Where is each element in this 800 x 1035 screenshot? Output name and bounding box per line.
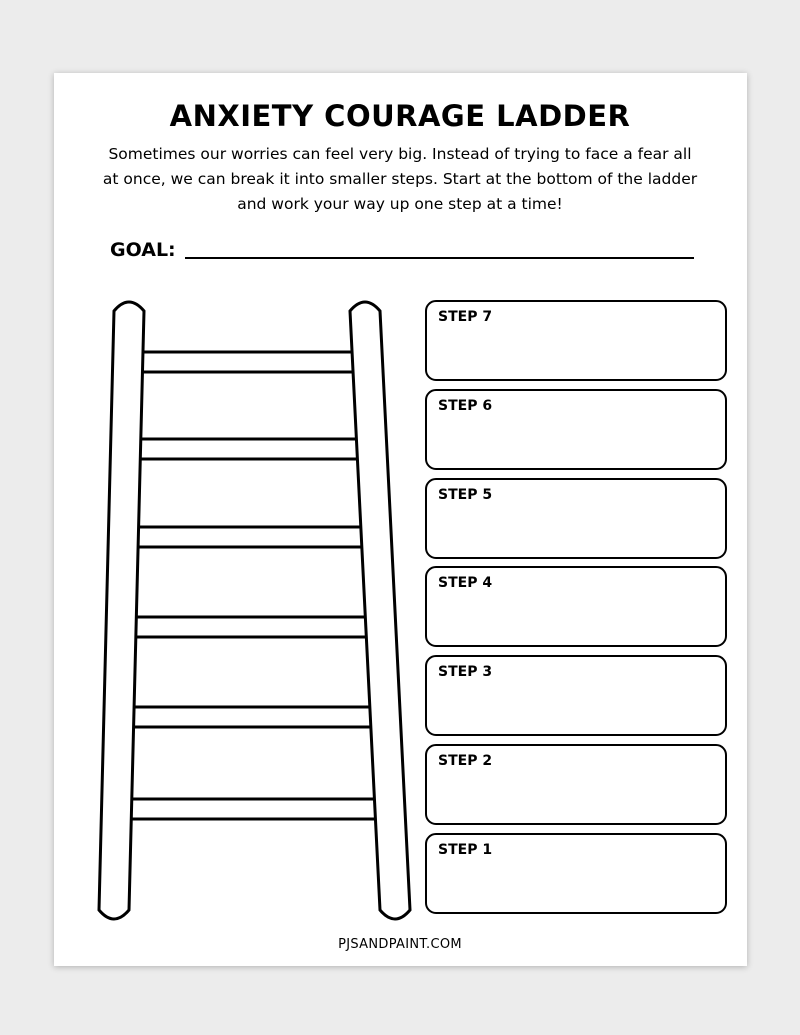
step-2-label: STEP 2	[438, 753, 493, 769]
step-3-label: STEP 3	[438, 664, 493, 680]
ladder-left-rail	[99, 302, 144, 919]
ladder-illustration	[80, 288, 420, 928]
step-4-box[interactable]	[425, 566, 727, 647]
step-4-label: STEP 4	[438, 575, 493, 591]
step-5-box[interactable]	[425, 478, 727, 559]
ladder-rung	[129, 352, 365, 372]
goal-write-line[interactable]	[185, 257, 694, 259]
ladder-right-rail	[350, 302, 410, 919]
goal-label: GOAL:	[110, 239, 176, 261]
footer-website: PJSANDPAINT.COM	[338, 937, 462, 952]
intro-paragraph: Sometimes our worries can feel very big. Instead of trying to face a fear all at once, we can break it into smaller steps. Start at the bottom of the ladder and work your way up one step at a time!	[102, 145, 698, 213]
step-2-box[interactable]	[425, 744, 727, 825]
ladder-rung	[121, 527, 373, 547]
ladder-rung	[118, 617, 377, 637]
ladder-rung	[111, 799, 384, 819]
ladder-rungs	[111, 352, 384, 819]
step-7-label: STEP 7	[438, 309, 493, 325]
step-7-box[interactable]	[425, 300, 727, 381]
step-1-label: STEP 1	[438, 842, 493, 858]
step-6-box[interactable]	[425, 389, 727, 470]
step-1-box[interactable]	[425, 833, 727, 914]
step-3-box[interactable]	[425, 655, 727, 736]
ladder-rung	[125, 439, 369, 459]
worksheet-title: ANXIETY COURAGE LADDER	[169, 99, 631, 133]
step-6-label: STEP 6	[438, 398, 493, 414]
ladder-rung	[115, 707, 381, 727]
step-5-label: STEP 5	[438, 487, 493, 503]
